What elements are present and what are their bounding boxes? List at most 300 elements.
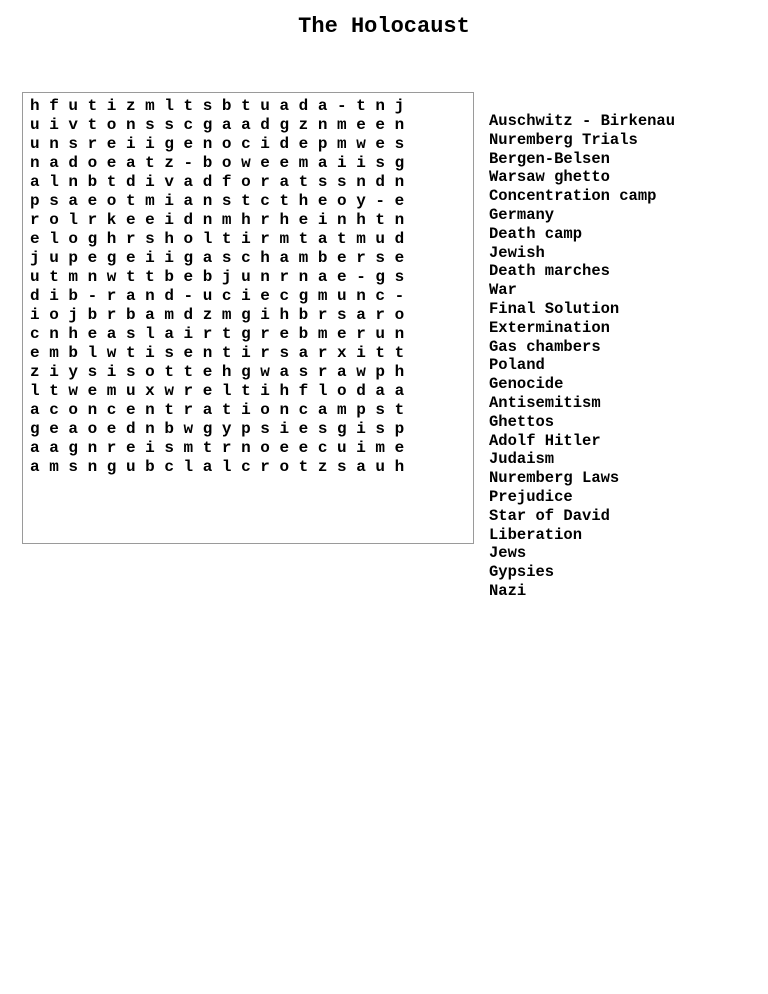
grid-letter: n [145,420,155,438]
grid-letter: o [260,439,270,457]
grid-letter: r [260,211,270,229]
grid-letter: m [221,211,232,229]
grid-letter: g [68,439,78,457]
grid-letter: h [394,363,405,381]
grid-letter: d [394,230,405,248]
grid-letter: n [356,173,366,191]
grid-letter: e [298,135,309,153]
grid-letter: e [30,344,40,362]
grid-letter: i [260,382,270,400]
grid-letter: c [375,287,385,305]
word-list-item: Jewish [489,243,545,262]
grid-letter: n [202,344,213,362]
grid-letter: b [145,458,155,476]
grid-letter: d [279,135,290,153]
grid-letter: t [337,230,347,248]
grid-letter: c [241,249,251,267]
grid-letter: w [241,154,251,172]
grid-letter: s [375,154,385,172]
grid-letter: u [125,382,136,400]
grid-letter: j [68,306,78,324]
grid-letter: w [183,420,194,438]
grid-letter: t [375,344,385,362]
grid-letter: o [49,211,59,229]
grid-letter: m [298,154,309,172]
grid-row [30,287,473,306]
grid-letter: n [87,401,98,419]
grid-letter: t [125,344,136,362]
grid-letter: e [30,230,40,248]
grid-row [30,363,473,382]
grid-letter: i [125,135,136,153]
grid-letter: i [106,363,117,381]
grid-letter: u [241,268,251,286]
grid-letter: a [317,401,328,419]
grid-letter: o [68,401,78,419]
grid-letter: o [337,382,347,400]
grid-letter: t [164,363,174,381]
grid-letter: a [279,173,290,191]
grid-letter: e [337,325,347,343]
word-list-item: Star of David [489,506,610,525]
grid-letter: a [202,401,213,419]
grid-letter: r [356,249,366,267]
grid-letter: i [49,116,59,134]
grid-letter: i [260,135,270,153]
grid-letter: m [279,230,290,248]
grid-letter: o [337,192,347,210]
grid-letter: z [125,97,136,115]
grid-letter: t [49,382,59,400]
grid-letter: h [356,211,366,229]
grid-letter: s [68,135,78,153]
grid-letter: i [145,135,155,153]
grid-letter: s [202,97,213,115]
grid-letter: i [183,325,194,343]
grid-letter: r [221,439,232,457]
grid-letter: r [202,325,213,343]
grid-letter: j [221,268,232,286]
grid-letter: g [202,420,213,438]
grid-letter: o [145,363,155,381]
grid-letter: c [298,401,309,419]
grid-letter: s [375,249,385,267]
grid-letter: e [125,249,136,267]
grid-letter: i [356,420,366,438]
grid-letter: s [279,344,290,362]
grid-letter: t [106,173,117,191]
grid-letter: b [298,306,309,324]
grid-letter: t [375,211,385,229]
grid-row [30,458,473,477]
grid-letter: s [87,363,98,381]
grid-letter: t [145,268,155,286]
grid-letter: n [30,154,40,172]
grid-letter: u [375,458,385,476]
grid-letter: l [30,382,40,400]
grid-letter: b [317,249,328,267]
page-title: The Holocaust [298,14,470,39]
grid-letter: u [337,287,347,305]
grid-letter: b [202,268,213,286]
grid-letter: y [356,192,366,210]
grid-letter: g [298,287,309,305]
grid-letter: w [106,344,117,362]
grid-letter: i [164,249,174,267]
grid-letter: a [298,344,309,362]
grid-letter: e [183,135,194,153]
grid-letter: x [337,344,347,362]
grid-letter: o [68,230,78,248]
grid-letter: l [49,230,59,248]
grid-letter: r [183,401,194,419]
grid-letter: m [317,325,328,343]
grid-letter: a [30,458,40,476]
grid-letter: i [106,97,117,115]
grid-letter: s [317,420,328,438]
grid-letter: r [106,306,117,324]
word-search-grid [22,92,474,544]
grid-letter: m [68,268,78,286]
grid-letter: t [49,268,59,286]
grid-letter: b [221,97,232,115]
grid-letter: i [317,211,328,229]
grid-letter: r [317,344,328,362]
grid-letter: a [49,439,59,457]
grid-letter: s [337,458,347,476]
grid-letter: e [87,382,98,400]
grid-letter: n [394,116,405,134]
grid-letter: c [49,401,59,419]
grid-letter: w [164,382,174,400]
grid-row [30,306,473,325]
grid-letter: s [125,325,136,343]
grid-letter: s [164,439,174,457]
grid-letter: b [68,344,78,362]
grid-letter: i [337,154,347,172]
grid-letter: i [356,439,366,457]
grid-letter: c [279,287,290,305]
grid-letter: u [375,325,385,343]
grid-letter: e [298,420,309,438]
grid-letter: a [337,363,347,381]
grid-letter: f [49,97,59,115]
grid-letter: p [30,192,40,210]
grid-letter: i [145,249,155,267]
grid-letter: o [183,230,194,248]
grid-letter: o [394,306,405,324]
grid-letter: l [202,230,213,248]
grid-letter: h [164,230,174,248]
grid-letter: e [279,325,290,343]
grid-letter: l [221,382,232,400]
word-list-item: War [489,281,517,300]
grid-letter: w [260,363,270,381]
grid-letter: a [317,230,328,248]
grid-letter: e [375,135,385,153]
grid-letter: m [337,135,347,153]
grid-letter: w [68,382,78,400]
grid-letter: g [241,306,251,324]
grid-letter: t [164,401,174,419]
grid-letter: e [106,420,117,438]
grid-row [30,249,473,268]
grid-letter: p [375,363,385,381]
grid-letter: j [30,249,40,267]
word-list-item: Antisemitism [489,393,601,412]
grid-letter: e [202,382,213,400]
grid-letter: a [317,154,328,172]
grid-letter: s [164,116,174,134]
grid-letter: d [183,211,194,229]
grid-letter: d [183,306,194,324]
grid-letter: l [183,458,194,476]
word-list-item: Concentration camp [489,187,657,206]
grid-letter: u [375,230,385,248]
grid-letter: h [68,325,78,343]
grid-letter: f [298,382,309,400]
grid-row [30,344,473,363]
grid-letter: e [145,211,155,229]
word-list-item: Nuremberg Trials [489,130,638,149]
grid-letter: b [87,306,98,324]
grid-row [30,135,473,154]
grid-letter: t [183,97,194,115]
grid-letter: e [183,268,194,286]
grid-row [30,268,473,287]
grid-letter: c [106,401,117,419]
grid-letter: s [221,192,232,210]
grid-letter: a [375,382,385,400]
grid-letter: r [317,363,328,381]
grid-letter: a [30,439,40,457]
grid-letter: m [49,344,59,362]
grid-letter: a [394,382,405,400]
grid-letter: a [183,192,194,210]
grid-letter: g [202,116,213,134]
grid-letter: - [183,287,194,305]
grid-letter: e [279,154,290,172]
grid-letter: m [183,439,194,457]
grid-letter: x [145,382,155,400]
grid-letter: y [68,363,78,381]
grid-letter: o [241,173,251,191]
grid-letter: t [356,97,366,115]
grid-letter: z [202,306,213,324]
grid-letter: c [221,287,232,305]
grid-letter: c [241,458,251,476]
grid-letter: e [260,287,270,305]
word-list-item: Bergen-Belsen [489,149,610,168]
grid-letter: w [106,268,117,286]
grid-letter: s [68,458,78,476]
grid-letter: h [279,211,290,229]
grid-letter: - [337,97,347,115]
grid-letter: d [375,173,385,191]
grid-letter: d [125,420,136,438]
grid-letter: - [394,287,405,305]
grid-letter: a [183,173,194,191]
grid-letter: t [221,401,232,419]
grid-row [30,420,473,439]
grid-letter: h [260,249,270,267]
grid-letter: i [30,306,40,324]
grid-letter: m [106,382,117,400]
grid-letter: s [337,306,347,324]
grid-letter: s [221,249,232,267]
grid-letter: i [145,439,155,457]
grid-letter: t [221,230,232,248]
grid-letter: i [279,420,290,438]
grid-letter: s [394,135,405,153]
grid-letter: m [298,249,309,267]
grid-row [30,173,473,192]
grid-letter: b [125,306,136,324]
grid-letter: u [68,97,78,115]
grid-letter: c [317,439,328,457]
grid-letter: t [241,97,251,115]
grid-letter: e [125,211,136,229]
grid-letter: t [241,382,251,400]
grid-row [30,401,473,420]
grid-letter: a [317,97,328,115]
grid-letter: a [106,325,117,343]
grid-letter: p [356,401,366,419]
grid-letter: r [356,325,366,343]
grid-letter: s [317,173,328,191]
grid-letter: o [49,306,59,324]
grid-letter: a [68,192,78,210]
grid-letter: s [375,401,385,419]
grid-letter: a [221,116,232,134]
grid-letter: - [87,287,98,305]
word-list-item: Death camp [489,224,583,243]
grid-letter: e [298,439,309,457]
grid-letter: c [183,116,194,134]
grid-letter: i [356,154,366,172]
grid-letter: p [68,249,78,267]
grid-letter: o [106,192,117,210]
grid-letter: i [145,344,155,362]
grid-letter: m [356,230,366,248]
grid-letter: e [106,154,117,172]
word-list-item: Auschwitz - Birkenau [489,112,676,130]
grid-letter: e [106,135,117,153]
grid-letter: h [394,458,405,476]
grid-letter: b [68,287,78,305]
grid-letter: u [202,287,213,305]
grid-letter: c [30,325,40,343]
grid-letter: h [106,230,117,248]
grid-letter: r [30,211,40,229]
grid-letter: u [125,458,136,476]
grid-row [30,325,473,344]
grid-letter: e [394,192,405,210]
word-list-item: Prejudice [489,487,573,506]
grid-letter: t [298,173,309,191]
grid-letter: e [279,439,290,457]
grid-letter: g [241,325,251,343]
grid-letter: t [125,268,136,286]
grid-letter: i [241,401,251,419]
grid-letter: m [49,458,59,476]
grid-letter: n [298,268,309,286]
grid-letter: g [279,116,290,134]
grid-letter: r [125,230,136,248]
word-list-item: Nuremberg Laws [489,469,620,488]
grid-letter: n [394,211,405,229]
grid-letter: i [241,230,251,248]
grid-letter: n [87,439,98,457]
grid-letter: s [337,173,347,191]
grid-letter: d [260,116,270,134]
grid-letter: h [221,363,232,381]
grid-letter: e [49,420,59,438]
grid-letter: - [356,268,366,286]
grid-letter: m [317,287,328,305]
grid-letter: g [337,420,347,438]
grid-letter: v [68,116,78,134]
grid-letter: t [241,192,251,210]
grid-letter: n [145,401,155,419]
grid-letter: g [106,249,117,267]
grid-letter: h [298,192,309,210]
grid-letter: m [221,306,232,324]
grid-letter: - [183,154,194,172]
grid-letter: r [106,287,117,305]
grid-letter: r [375,306,385,324]
word-list-item: Adolf Hitler [489,431,601,450]
grid-letter: e [87,249,98,267]
grid-row [30,116,473,135]
grid-letter: s [145,116,155,134]
word-list-item: Judaism [489,450,555,469]
grid-letter: r [106,439,117,457]
grid-letter: i [164,211,174,229]
grid-letter: c [241,135,251,153]
grid-letter: t [298,230,309,248]
grid-letter: l [87,344,98,362]
grid-letter: u [49,249,59,267]
grid-letter: u [337,439,347,457]
grid-letter: m [375,439,385,457]
grid-row [30,154,473,173]
grid-letter: s [164,344,174,362]
grid-letter: u [260,97,270,115]
grid-letter: i [241,287,251,305]
grid-letter: t [394,401,405,419]
grid-letter: n [317,116,328,134]
grid-letter: n [394,325,405,343]
word-list [489,112,759,601]
grid-letter: a [68,420,78,438]
grid-letter: t [221,344,232,362]
grid-letter: s [375,420,385,438]
grid-letter: a [356,306,366,324]
grid-letter: i [145,173,155,191]
grid-letter: n [202,135,213,153]
grid-letter: n [49,135,59,153]
grid-letter: m [145,97,155,115]
grid-letter: p [394,420,405,438]
grid-letter: c [164,458,174,476]
word-list-item: Ghettos [489,412,555,431]
grid-letter: s [125,363,136,381]
grid-letter: e [394,249,405,267]
grid-letter: n [125,116,136,134]
grid-letter: e [260,154,270,172]
grid-letter: o [87,420,98,438]
